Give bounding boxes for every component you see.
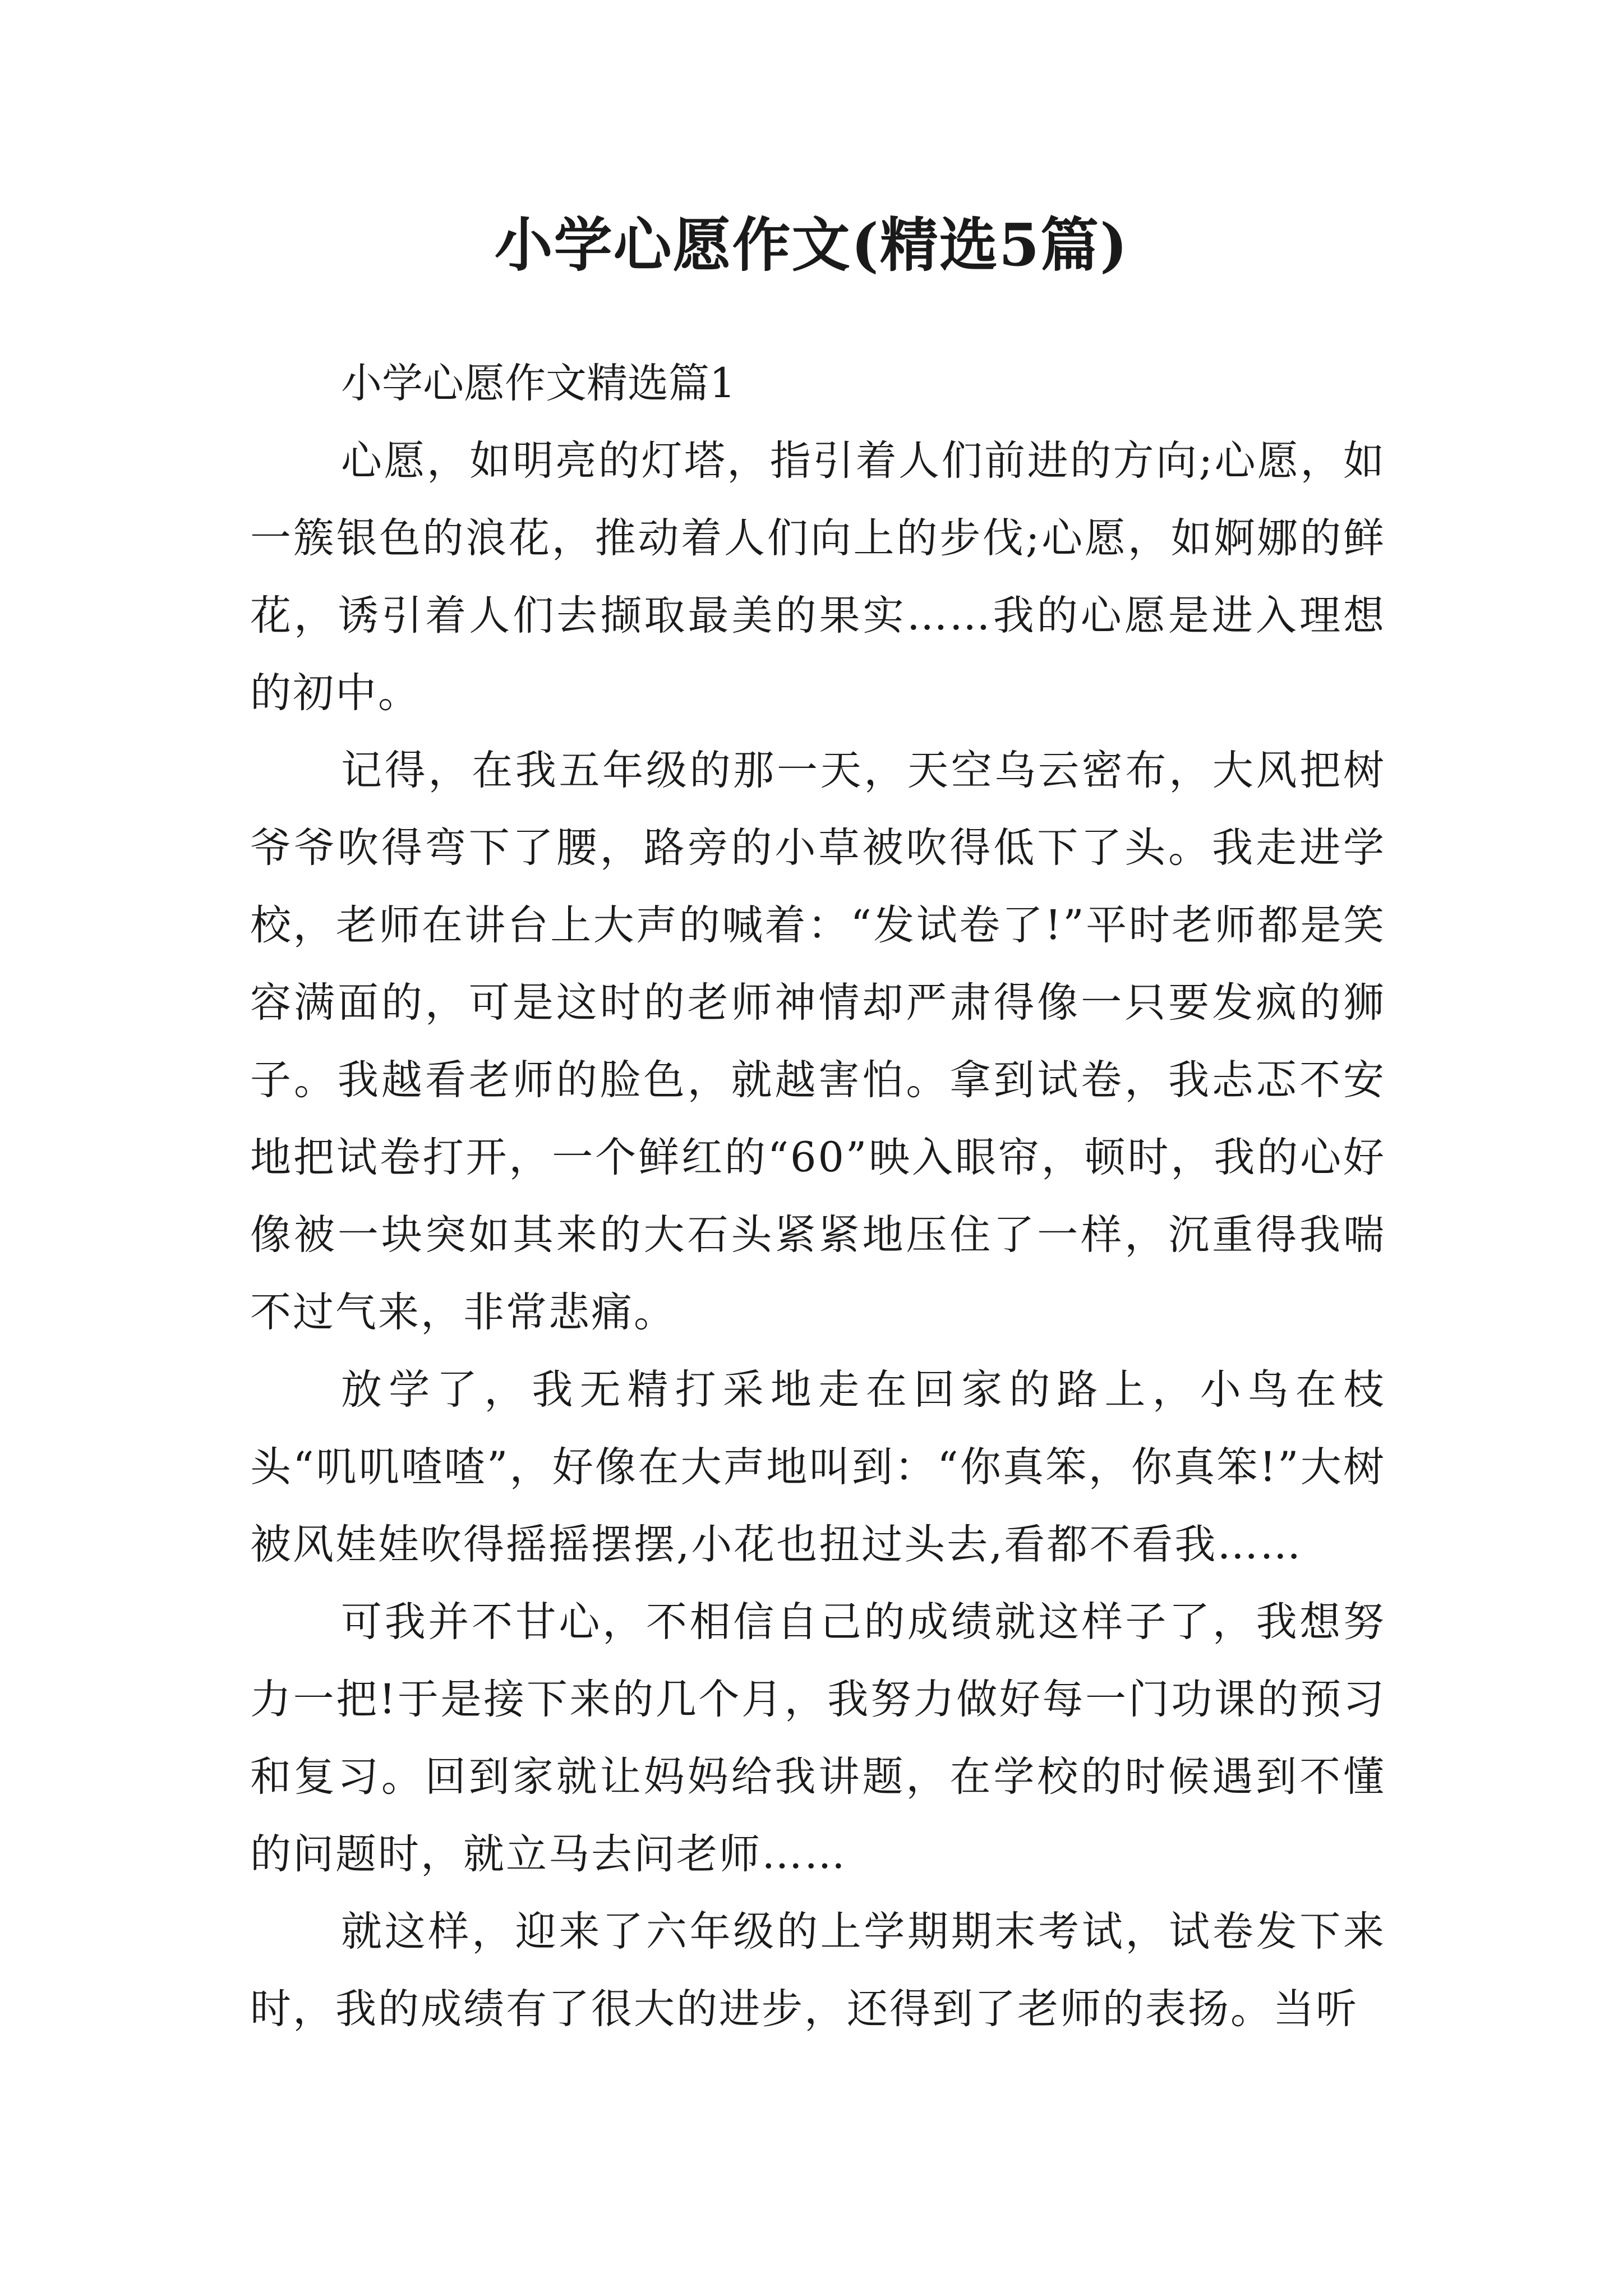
paragraph-2: 记得，在我五年级的那一天，天空乌云密布，大风把树爷爷吹得弯下了腰，路旁的小草被吹得低下了头。我走进学校，老师在讲台上大声的喊着：“发试卷了!”平时老师都是笑容满面的，可是这时的老师神情却严肃得像一只要发疯的狮子。我越看老师的脸色，就越害怕。拿到试卷，我忐忑不安地把试卷打开，一个鲜红的“60”映入眼帘，顿时，我的心好像被一块突如其来的大石头紧紧地压住了一样，沉重得我喘不过气来，非常悲痛。 xyxy=(250,747,1386,1336)
paragraph-5: 就这样，迎来了六年级的上学期期末考试，试卷发下来时，我的成绩有了很大的进步，还得到了老师的表扬。当听 xyxy=(250,1908,1386,2033)
paragraph-1: 心愿，如明亮的灯塔，指引着人们前进的方向;心愿，如一簇银色的浪花，推动着人们向上的步伐;心愿，如婀娜的鲜花，诱引着人们去撷取最美的果实……我的心愿是进入理想的初中。 xyxy=(250,437,1386,717)
document-title: 小学心愿作文(精选5篇) xyxy=(494,210,1129,279)
paragraph-4: 可我并不甘心，不相信自己的成绩就这样子了，我想努力一把!于是接下来的几个月，我努力做好每一门功课的预习和复习。回到家就让妈妈给我讲题，在学校的时候遇到不懂的问题时，就立马去问老师…… xyxy=(250,1598,1386,1878)
section-heading: 小学心愿作文精选篇1 xyxy=(341,360,736,407)
paragraph-3: 放学了，我无精打采地走在回家的路上，小鸟在枝头“叽叽喳喳”，好像在大声地叫到：“你真笨，你真笨!”大树被风娃娃吹得摇摇摆摆,小花也扭过头去,看都不看我…… xyxy=(250,1366,1386,1568)
document-body xyxy=(250,345,1386,2048)
